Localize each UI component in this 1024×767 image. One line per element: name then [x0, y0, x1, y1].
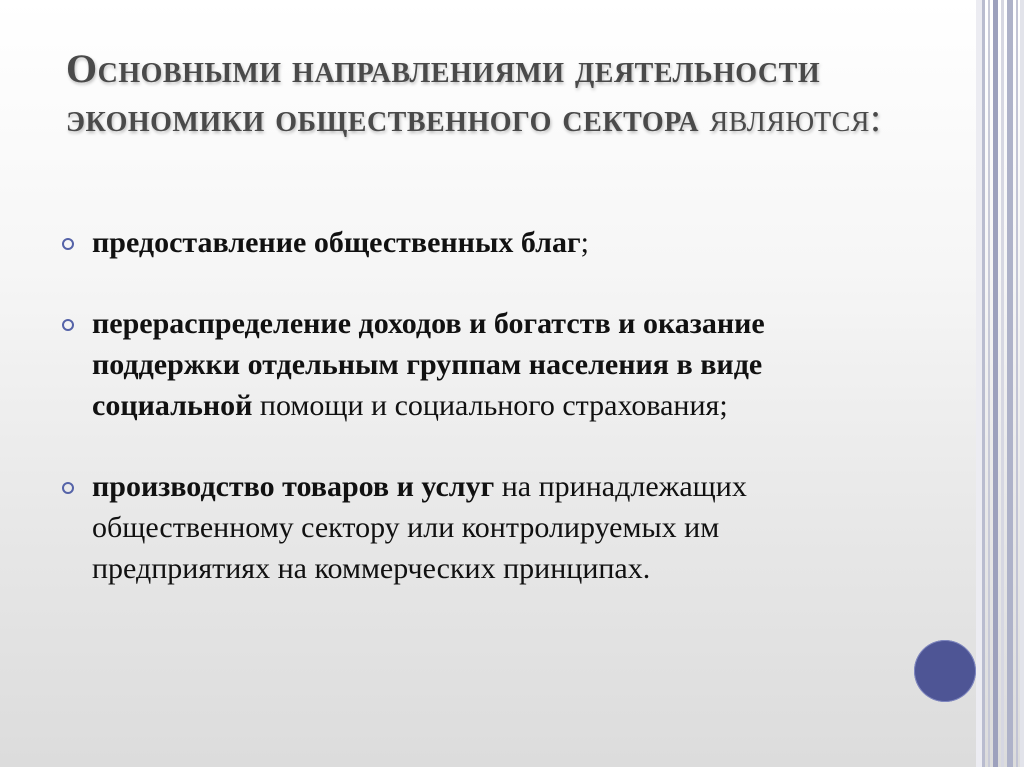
bullet-item-redistribution — [60, 303, 890, 426]
bullet-bold-text: предоставление общественных благ — [92, 226, 581, 259]
bullet-item-production — [60, 466, 890, 589]
slide-title — [66, 44, 946, 142]
bullet-normal-text: помощи и социального страхования; — [252, 389, 728, 422]
ring-bullet-icon — [62, 238, 74, 250]
ring-bullet-icon — [62, 319, 74, 331]
bullet-item-public-goods — [60, 222, 890, 263]
bullet-bold-text: производство товаров и услуг — [92, 470, 495, 503]
right-edge-stripes — [976, 0, 1024, 767]
bullet-bold-text: перераспределение доходов и богатств и оказание поддержки отдельным группам населения в виде социальной — [92, 307, 765, 422]
bullet-normal-text: на принадлежащих общественному сектору или контролируемых им предприятиях на коммерческих принципах. — [92, 470, 747, 585]
ring-bullet-icon — [62, 482, 74, 494]
slide-title-rest: являются: — [698, 95, 882, 140]
bullet-normal-text: ; — [580, 226, 589, 259]
circle-decoration-icon — [914, 640, 976, 702]
bullet-list — [60, 222, 890, 589]
slide-title-bold: Основными направлениями деятельности экономики общественного сектора — [66, 46, 821, 140]
